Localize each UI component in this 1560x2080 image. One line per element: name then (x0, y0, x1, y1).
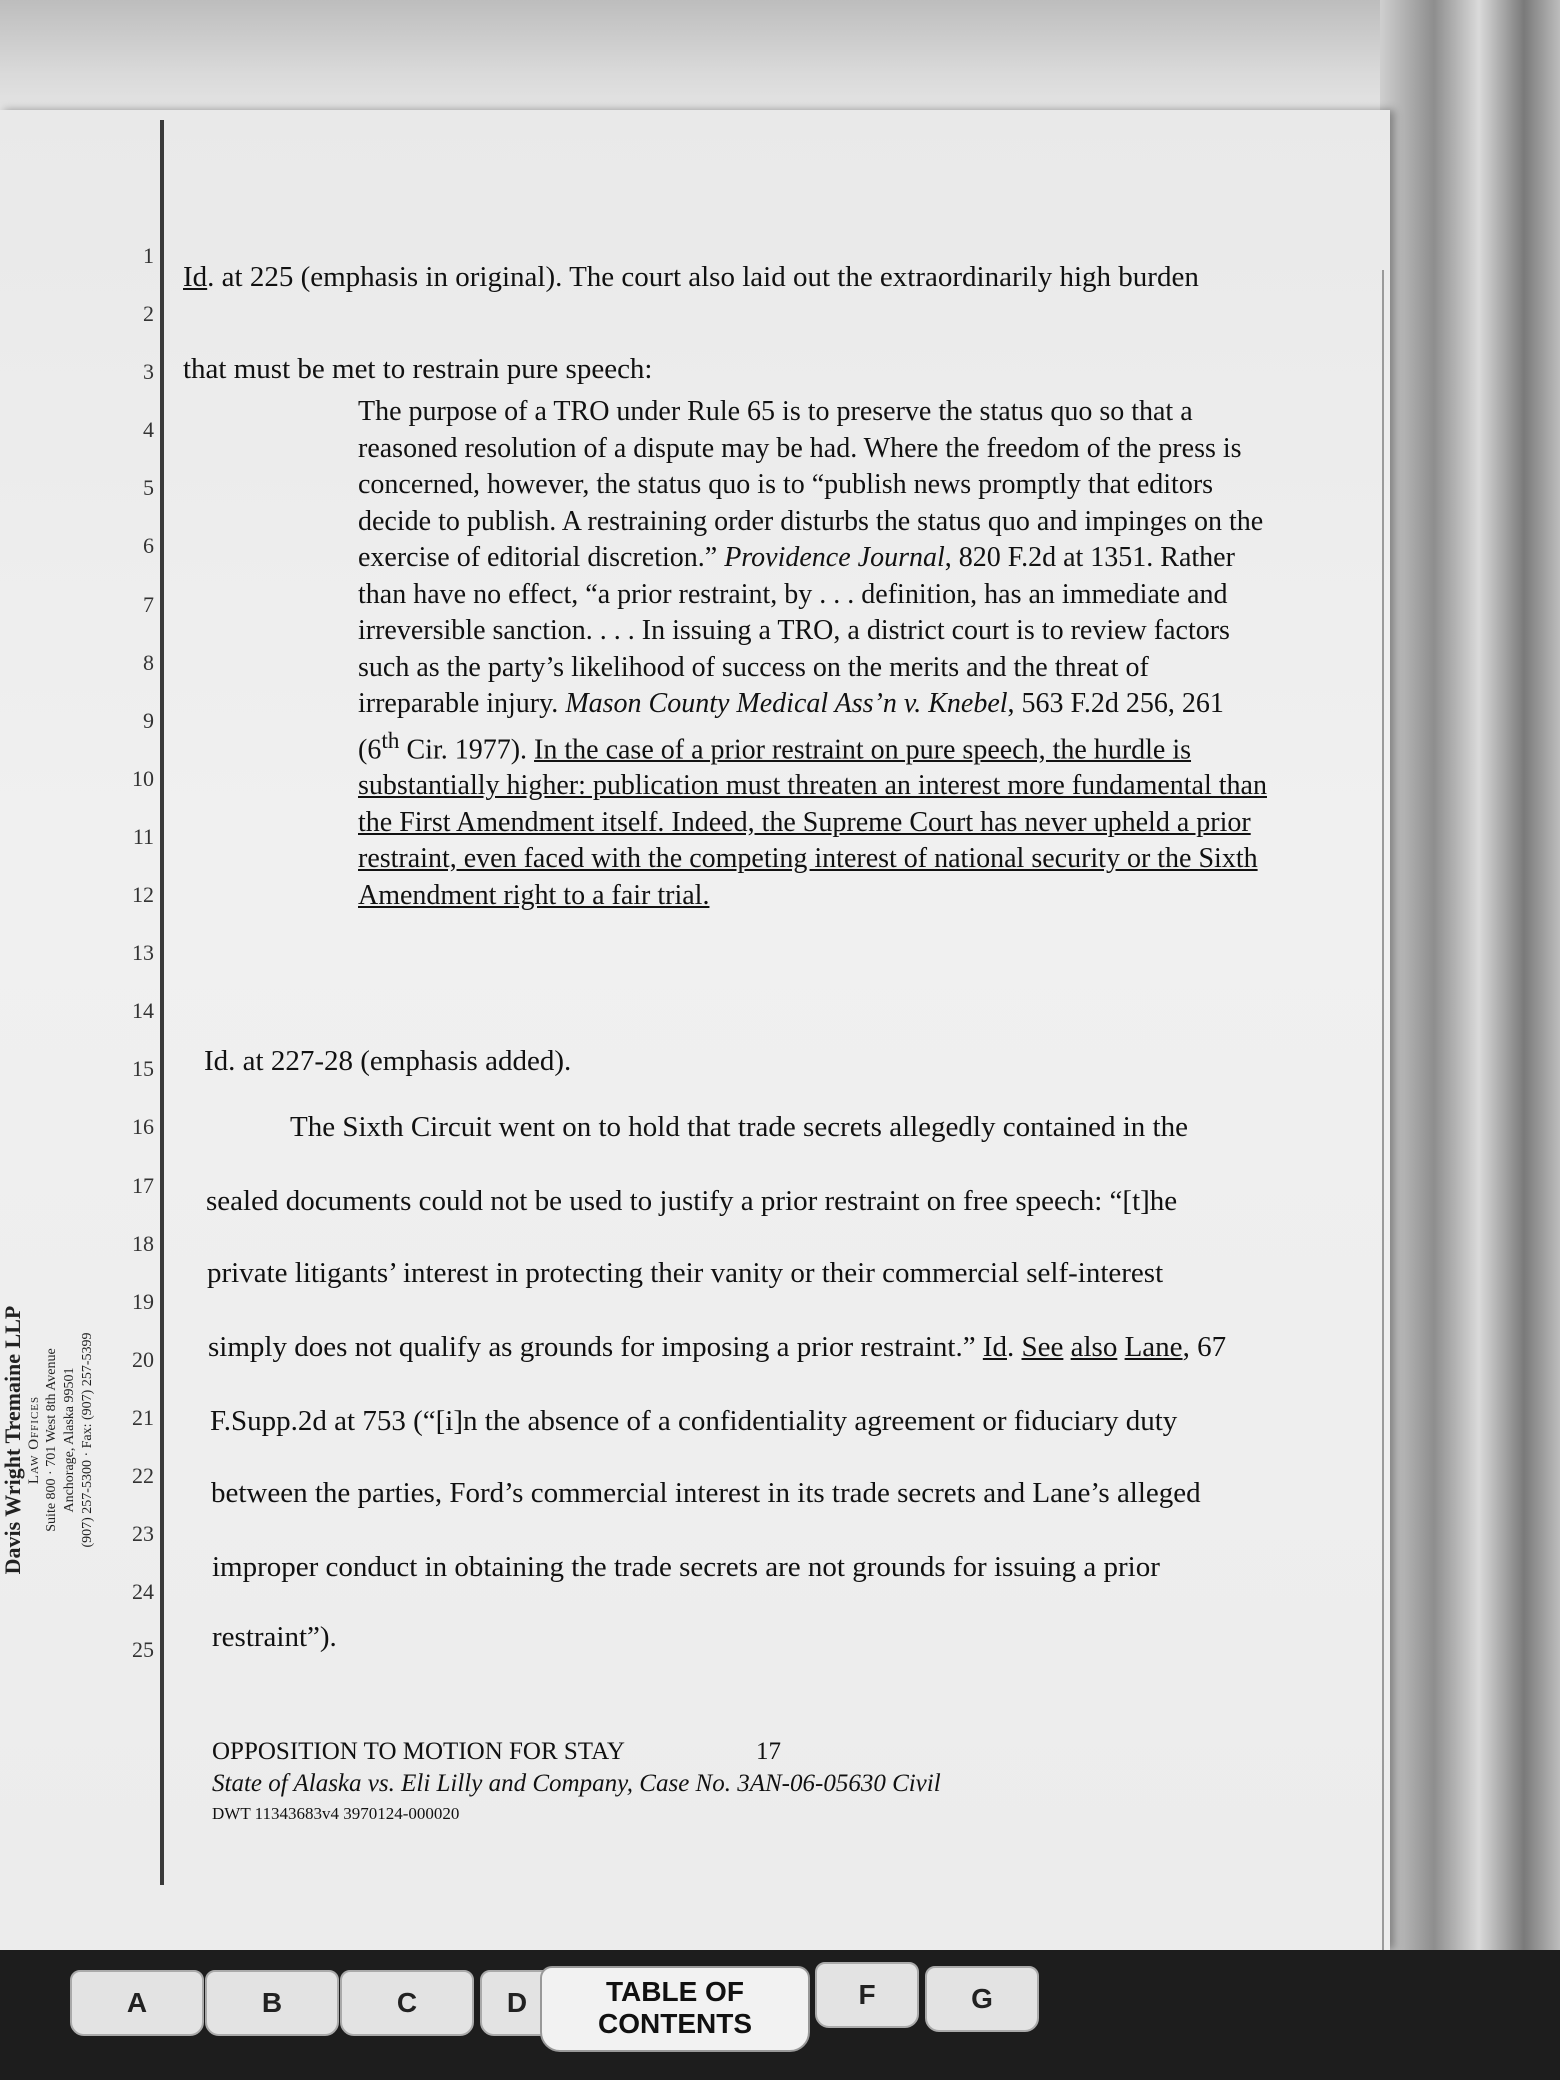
footer-title: OPPOSITION TO MOTION FOR STAY (212, 1738, 625, 1765)
line-number: 14 (132, 998, 154, 1024)
line-number: 2 (143, 301, 154, 327)
footer-document-id: DWT 11343683v4 3970124-000020 (212, 1804, 460, 1823)
after-quote-citation: Id. at 227-28 (emphasis added). (204, 1045, 572, 1077)
line-number: 21 (132, 1404, 154, 1430)
firm-address-line-1: Suite 800 · 701 West 8th Avenue (44, 1348, 59, 1532)
tab-d[interactable]: D (480, 1970, 554, 2036)
id-citation: Id (183, 261, 208, 293)
line-number: 17 (132, 1172, 154, 1198)
paragraph-line-3: private litigants’ interest in protecting their vanity or their commercial self-interest (207, 1257, 1164, 1289)
tab-toc-label-line-2: CONTENTS (598, 2008, 752, 2039)
page-top-shadow (0, 0, 1420, 120)
line-number: 3 (143, 359, 154, 385)
line-number: 9 (143, 707, 154, 733)
line-number: 20 (132, 1346, 154, 1372)
line-number: 25 (132, 1637, 154, 1663)
tab-table-of-contents[interactable] (540, 1966, 810, 2052)
tab-toc-label-line-1: TABLE OF (606, 1976, 744, 2007)
line-number: 18 (132, 1230, 154, 1256)
line-number: 7 (143, 591, 154, 617)
tab-a[interactable]: A (70, 1970, 204, 2036)
paragraph-line-8: restraint”). (212, 1621, 337, 1653)
firm-address-line-2: Anchorage, Alaska 99501 (62, 1367, 77, 1513)
line-number: 13 (132, 940, 154, 966)
intro-line-1: Id. at 225 (emphasis in original). The court also laid out the extraordinarily high burden (183, 261, 1199, 293)
document-page (0, 110, 1390, 1950)
firm-letterhead (0, 1290, 130, 1590)
case-name-mason: Mason County Medical Ass’n v. Knebel (565, 688, 1008, 719)
line-number: 5 (143, 475, 154, 501)
paragraph-line-7: improper conduct in obtaining the trade secrets are not grounds for issuing a prior (212, 1551, 1160, 1583)
page-number: 17 (756, 1738, 781, 1765)
tab-b[interactable]: B (205, 1970, 339, 2036)
emphasized-passage: In the case of a prior restraint on pure speech, the hurdle is substantially higher: publication must threaten an interest more fundamental than the First Amendment itself. Indeed, the Supreme Court has never upheld a prior restraint, even faced with the competing interest of national security or the Sixth Amendment right to a fair trial. (358, 733, 1267, 911)
line-number: 6 (143, 533, 154, 559)
tab-g[interactable]: G (925, 1966, 1039, 2032)
line-number: 10 (132, 765, 154, 791)
line-number: 23 (132, 1521, 154, 1547)
footer-case-caption: State of Alaska vs. Eli Lilly and Company, Case No. 3AN-06-05630 Civil (212, 1770, 941, 1797)
paragraph-line-1: The Sixth Circuit went on to hold that trade secrets allegedly contained in the (290, 1111, 1188, 1143)
right-margin-rule (1382, 270, 1384, 2010)
case-name-providence: Providence Journal (724, 542, 945, 573)
paragraph-line-2: sealed documents could not be used to justify a prior restraint on free speech: “[t]he (206, 1185, 1178, 1217)
line-number: 11 (132, 823, 154, 849)
line-number: 19 (132, 1288, 154, 1314)
line-number: 8 (143, 649, 154, 675)
tab-c[interactable]: C (340, 1970, 474, 2036)
line-number: 15 (132, 1056, 154, 1082)
tab-f[interactable]: F (815, 1962, 919, 2028)
line-number: 16 (132, 1114, 154, 1140)
line-number: 1 (143, 243, 154, 268)
block-quote: The purpose of a TRO under Rule 65 is to preserve the status quo so that a reasoned resolution of a dispute may be had. Where the freedom of the press is concerned, however, the status quo is to “publish news promptly that editors decide to publish. A restraining order disturbs the status quo and impinges on the exercise of editorial discretion.” Providence Journal, 820 F.2d at 1351. Rather than have no effect, “a prior restraint, by . . . definition, has an immediate and irreversible sanction. . . . In issuing a TRO, a district court is to review factors such as the party’s likelihood of success on the merits and the threat of irreparable injury. Mason County Medical Ass’n v. Knebel, 563 F.2d 256, 261 (6th Cir. 1977). In the case of a prior restraint on pure speech, the hurdle is substantially higher: publication must threaten an interest more fundamental than the First Amendment itself. Indeed, the Supreme Court has never upheld a prior restraint, even faced with the competing interest of national security or the Sixth Amendment right to a fair trial. (358, 396, 1267, 911)
paragraph-line-5: F.Supp.2d at 753 (“[i]n the absence of a confidentiality agreement or fiduciary duty (210, 1405, 1178, 1437)
line-number: 22 (132, 1462, 154, 1488)
left-margin-rule (160, 120, 164, 1885)
firm-subtitle: Law Offices (26, 1395, 42, 1485)
firm-name: Davis Wright Tremaine LLP (0, 1305, 25, 1575)
paragraph-line-4: simply does not qualify as grounds for imposing a prior restraint.” Id. See also Lane, 67 (208, 1331, 1227, 1363)
intro-line-2: that must be met to restrain pure speech: (183, 353, 653, 385)
paragraph-line-6: between the parties, Ford’s commercial interest in its trade secrets and Lane’s alleged (211, 1477, 1201, 1509)
line-number: 4 (143, 417, 154, 443)
firm-phone: (907) 257-5300 · Fax: (907) 257-5399 (80, 1332, 95, 1548)
line-number: 12 (132, 882, 154, 908)
binder-page-stack (1380, 0, 1560, 1980)
page-footer (212, 1738, 1212, 1824)
line-number: 24 (132, 1579, 154, 1605)
